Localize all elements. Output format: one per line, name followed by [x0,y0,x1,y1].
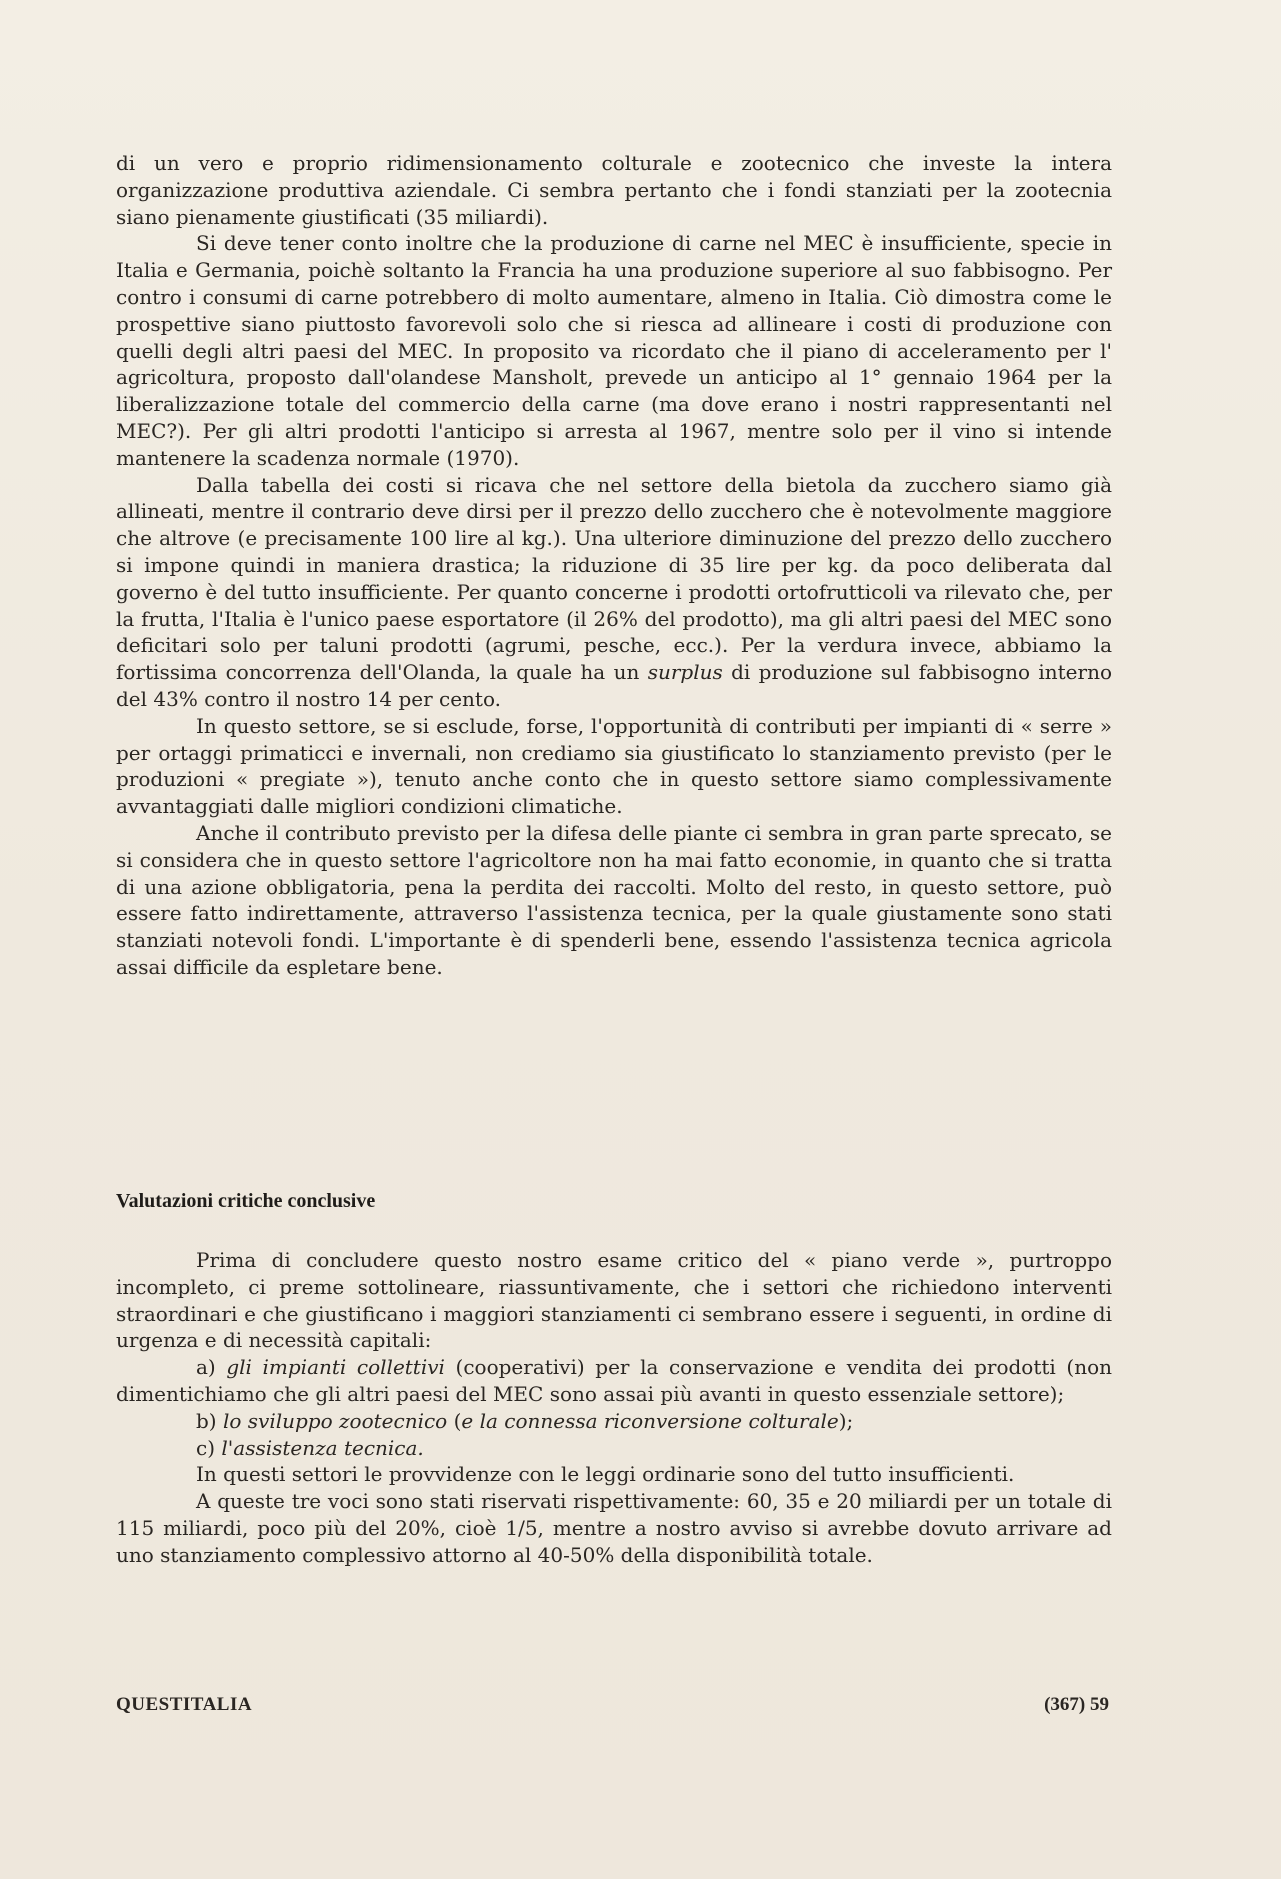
list-marker-c: c) [196,1435,222,1460]
list-item-b-paren-close: ); [838,1408,854,1433]
list-item-a-text: (cooperativi) per la conservazione e vendita dei prodotti (non dimentichiamo che gli altri paesi del MEC sono assai più avanti in questo essenziale settore); [116,1355,1112,1406]
paragraph-3-end: di produzione sul fabbisogno interno del 43% contro il nostro 14 per cento. [116,660,1112,711]
conclusions-section [116,1247,1112,1569]
list-item-b [116,1408,1112,1435]
list-item-b-paren-open: ( [447,1408,462,1433]
paragraph-3 [116,472,1112,713]
conclusions-intro: Prima di concludere questo nostro esame critico del « piano verde », purtroppo incompleto, ci preme sottolineare, riassuntivamente, che i settori che richiedono interventi straordinari e che giustificano i maggiori stanziamenti ci sembrano essere i seguenti, in ordine di urgenza e di necessità capitali: [116,1248,1112,1353]
list-item-a [116,1354,1112,1408]
paragraph-5: Anche il contributo previsto per la difesa delle piante ci sembra in gran parte sprecato, se si considera che in questo settore l'agricoltore non ha mai fatto economie, in quanto che si tratta di una azione obbligatoria, pena la perdita dei raccolti. Molto del resto, in questo settore, può essere fatto indirettamente, attraverso l'assistenza tecnica, per la quale giustamente sono stati stanziati notevoli fondi. L'importante è di spenderli bene, essendo l'assistenza tecnica agricola assai difficile da espletare bene. [116,820,1112,979]
conclusions-paragraph-2: In questi settori le provvidenze con le leggi ordinarie sono del tutto insufficienti. [196,1462,1015,1487]
list-item-b-italic: lo sviluppo zootecnico [222,1408,448,1433]
conclusions-paragraph-3: A queste tre voci sono stati riservati rispettivamente: 60, 35 e 20 miliardi per un totale di 115 miliardi, poco più del 20%, cioè 1/5, mentre a nostro avviso si avrebbe dovuto arrivare ad uno stanziamento complessivo attorno al 40-50% della disponibilità totale. [116,1489,1112,1567]
list-item-c [116,1435,1112,1462]
paragraph-4: In questo settore, se si esclude, forse, l'opportunità di contributi per impianti di « serre » per ortaggi primaticci e invernali, non crediamo sia giustificato lo stanziamento previsto (per le produzioni « pregiate »), tenuto anche conto che in questo settore siamo complessivamente avvantaggiati dalle migliori condizioni climatiche. [116,713,1112,819]
list-item-b-italic-2: e la connessa riconversione colturale [461,1408,839,1433]
paragraph-3-text: Dalla tabella dei costi si ricava che nel settore della bietola da zucchero siamo già allineati, mentre il contrario deve dirsi per il prezzo dello zucchero che è notevolmente maggiore che altrove (e precisamente 100 lire al kg.). Una ulteriore diminuzione del prezzo dello zucchero si impone quindi in maniera drastica; la riduzione di 35 lire per kg. da poco deliberata dal governo è del tutto insufficiente. Per quanto concerne i prodotti ortofrutticoli va rilevato che, per la frutta, l'Italia è l'unico paese esportatore (il 26% del prodotto), ma gli altri paesi del MEC sono deficitari solo per taluni prodotti (agrumi, pesche, ecc.). Per la verdura invece, abbiamo la fortissima concorrenza dell'Olanda, la quale ha un [116,472,1112,685]
footer-publication: QUESTITALIA [116,1694,253,1715]
paragraph-2: Si deve tener conto inoltre che la produzione di carne nel MEC è insufficiente, specie in Italia e Germania, poichè soltanto la Francia ha una produzione superiore al suo fabbisogno. Per contro i consumi di carne potrebbero di molto aumentare, almeno in Italia. Ciò dimostra come le prospettive siano piuttosto favorevoli solo che si riesca ad allineare i costi di produzione con quelli degli altri paesi del MEC. In proposito va ricordato che il piano di acceleramento per l' agricoltura, proposto dall'olandese Mansholt, prevede un anticipo al 1° gennaio 1964 per la liberalizzazione totale del commercio della carne (ma dove erano i nostri rappresentanti nel MEC?). Per gli altri prodotti l'anticipo si arresta al 1967, mentre solo per il vino si intende mantenere la scadenza normale (1970). [116,231,1112,470]
section-heading: Valutazioni critiche conclusive [116,1190,376,1212]
list-marker-b: b) [196,1408,223,1433]
list-item-c-italic: l'assistenza tecnica. [221,1435,424,1460]
list-marker-a: a) [196,1355,227,1380]
list-item-a-italic: gli impianti collettivi [226,1355,445,1380]
paragraph-1: di un vero e proprio ridimensionamento colturale e zootecnico che investe la intera organizzazione produttiva aziendale. Ci sembra pertanto che i fondi stanziati per la zootecnia siano pienamente giustificati (35 miliardi). [116,151,1112,229]
body-text [116,150,1112,981]
surplus-word: surplus [647,660,723,685]
footer-page-number: (367) 59 [1044,1694,1109,1715]
